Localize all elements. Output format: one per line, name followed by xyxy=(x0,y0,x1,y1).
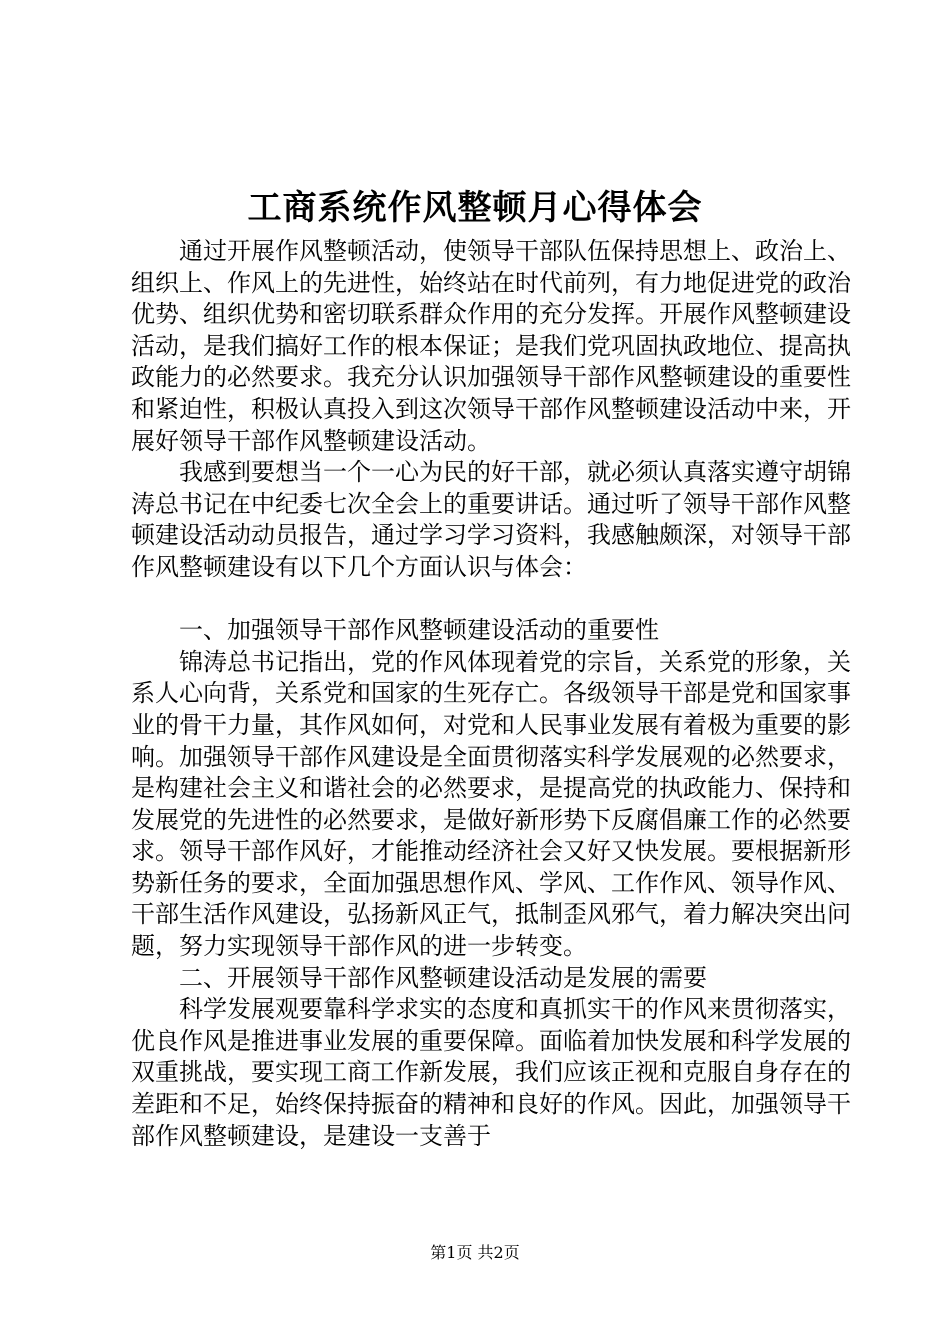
document-body xyxy=(131,236,851,1152)
section-1-heading: 一、加强领导干部作风整顿建设活动的重要性 xyxy=(179,616,659,645)
document-title: 工商系统作风整顿月心得体会 xyxy=(247,188,703,228)
intro-paragraph-2: 我感到要想当一个一心为民的好干部，就必须认真落实遵守胡锦涛总书记在中纪委七次全会上的重要讲话。通过听了领导干部作风整顿建设活动动员报告，通过学习学习资料，我感触颇深，对领导干部作风整顿建设有以下几个方面认识与体会： xyxy=(131,458,851,581)
intro-paragraph-1: 通过开展作风整顿活动，使领导干部队伍保持思想上、政治上、组织上、作风上的先进性，始终站在时代前列，有力地促进党的政治优势、组织优势和密切联系群众作用的充分发挥。开展作风整顿建设活动，是我们搞好工作的根本保证；是我们党巩固执政地位、提高执政能力的必然要求。我充分认识加强领导干部作风整顿建设的重要性和紧迫性，积极认真投入到这次领导干部作风整顿建设活动中来，开展好领导干部作风整顿建设活动。 xyxy=(131,237,851,455)
page-footer: 第1页 共2页 xyxy=(430,1243,520,1262)
section-2-heading: 二、开展领导干部作风整顿建设活动是发展的需要 xyxy=(179,963,707,992)
section-1-paragraph: 锦涛总书记指出，党的作风体现着党的宗旨，关系党的形象，关系人心向背，关系党和国家的生死存亡。各级领导干部是党和国家事业的骨干力量，其作风如何，对党和人民事业发展有着极为重要的影响。加强领导干部作风建设是全面贯彻落实科学发展观的必然要求，是构建社会主义和谐社会的必然要求，是提高党的执政能力、保持和发展党的先进性的必然要求，是做好新形势下反腐倡廉工作的必然要求。领导干部作风好，才能推动经济社会又好又快发展。要根据新形势新任务的要求，全面加强思想作风、学风、工作作风、领导作风、干部生活作风建设，弘扬新风正气，抵制歪风邪气，着力解决突出问题，努力实现领导干部作风的进一步转变。 xyxy=(131,647,851,961)
paragraph-spacer xyxy=(131,584,851,616)
section-2-paragraph: 科学发展观要靠科学求实的态度和真抓实干的作风来贯彻落实，优良作风是推进事业发展的重要保障。面临着加快发展和科学发展的双重挑战，要实现工商工作新发展，我们应该正视和克服自身存在的差距和不足，始终保持振奋的精神和良好的作风。因此，加强领导干部作风整顿建设，是建设一支善于 xyxy=(131,995,851,1150)
